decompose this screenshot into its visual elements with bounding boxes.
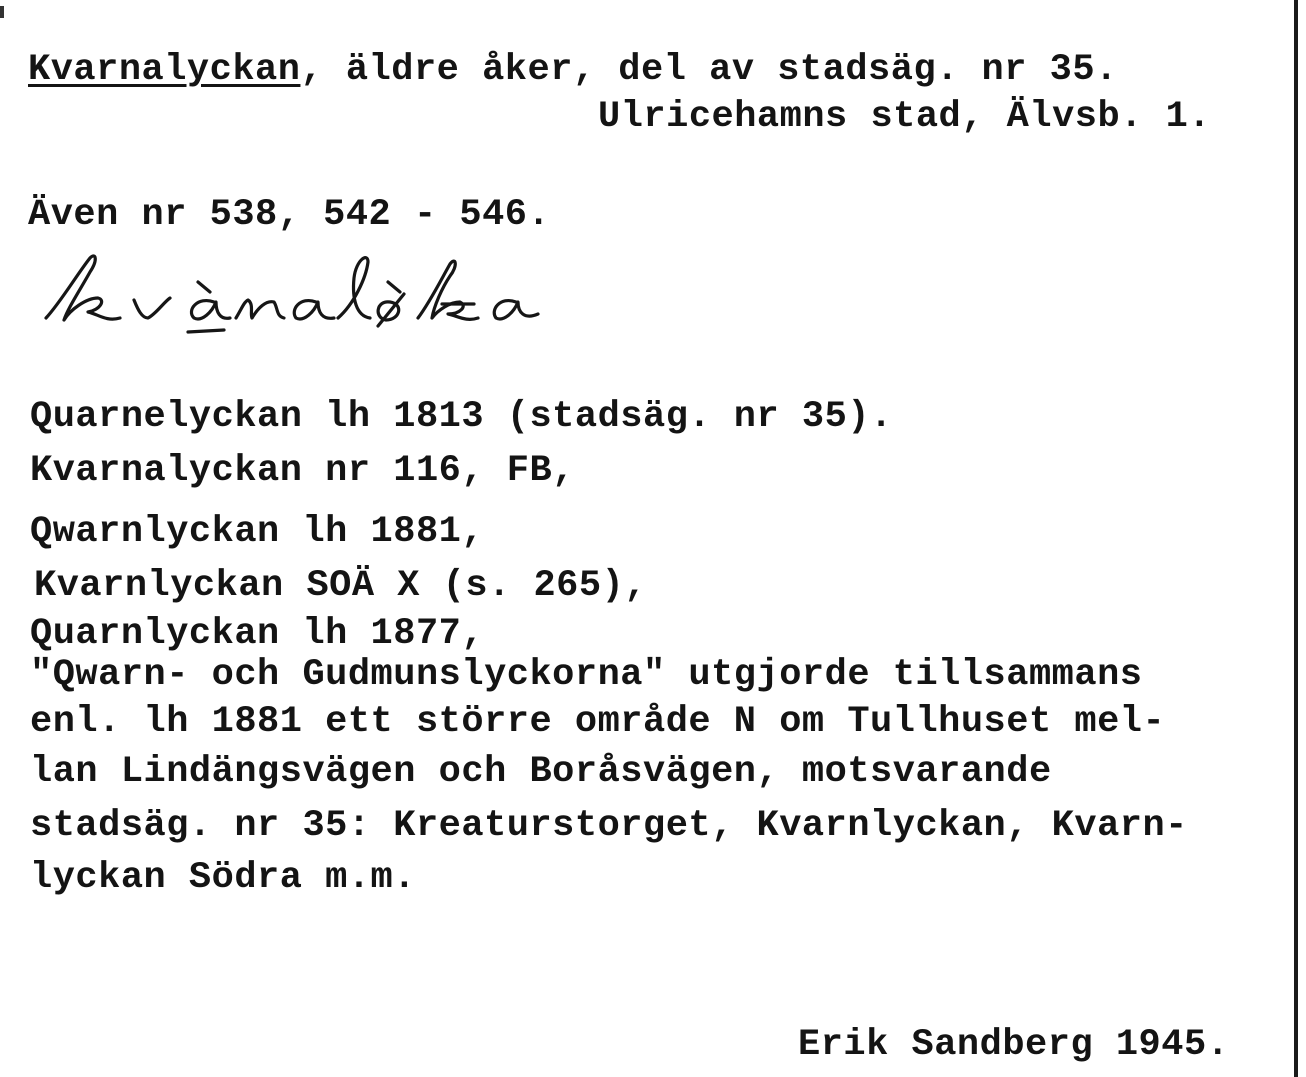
source-line: Quarnlyckan lh 1877, <box>30 613 485 655</box>
card-right-border <box>1294 0 1298 1077</box>
author-signature: Erik Sandberg 1945. <box>798 1024 1230 1066</box>
source-line: "Qwarn- och Gudmunslyckorna" utgjorde tillsammans <box>30 654 1143 696</box>
source-line: Kvarnlyckan SOÄ X (s. 265), <box>34 565 647 607</box>
source-line: lan Lindängsvägen och Boråsvägen, motsvarande <box>30 751 1052 793</box>
place-location: Ulricehamns stad, Älvsb. 1. <box>598 96 1211 138</box>
place-name: Kvarnalyckan <box>28 49 301 91</box>
source-line: Kvarnalyckan nr 116, FB, <box>30 450 575 492</box>
card-heading <box>28 50 1118 90</box>
source-line: Quarnelyckan lh 1813 (stadsäg. nr 35). <box>30 396 893 438</box>
source-line: enl. lh 1881 ett större område N om Tullhuset mel- <box>30 701 1166 743</box>
scan-edge-mark <box>0 6 4 18</box>
also-numbers: Även nr 538, 542 - 546. <box>28 194 551 236</box>
handwritten-pronunciation <box>38 248 658 343</box>
source-line: Qwarnlyckan lh 1881, <box>30 511 485 553</box>
source-line: lyckan Södra m.m. <box>30 857 416 899</box>
source-line: stadsäg. nr 35: Kreaturstorget, Kvarnlyckan, Kvarn- <box>30 805 1188 847</box>
pronunciation-handwriting <box>38 248 658 338</box>
place-description: , äldre åker, del av stadsäg. nr 35. <box>300 49 1118 91</box>
